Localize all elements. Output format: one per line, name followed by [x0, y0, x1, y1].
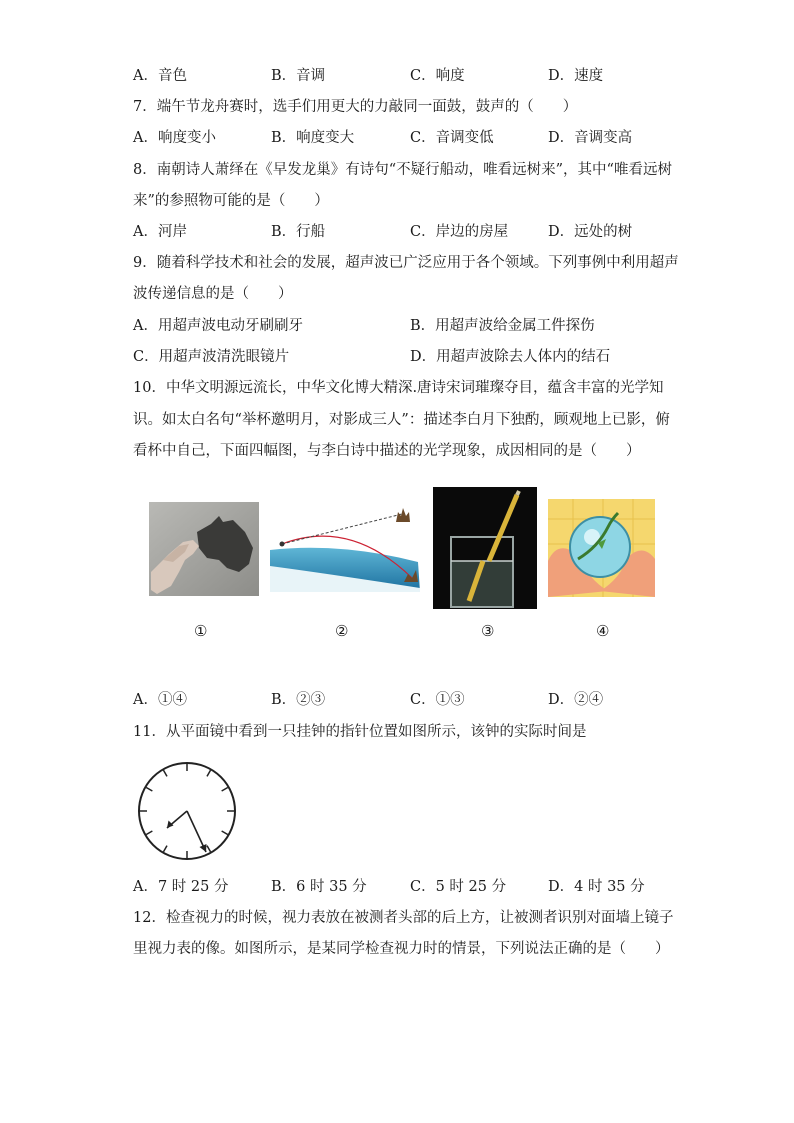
- q8-stem-line1: 8．南朝诗人萧绎在《早发龙巢》有诗句“不疑行船动，唯看远树来”，其中“唯看远树: [133, 162, 672, 178]
- q8-option-c: C．岸边的房屋: [410, 224, 509, 240]
- q10-option-a: A．①④: [133, 692, 187, 708]
- q10-option-d: D．②④: [548, 692, 604, 708]
- q8-stem-line2: 来”的参照物可能的是（ ）: [133, 193, 329, 209]
- q11-option-b: B．6 时 35 分: [271, 879, 367, 895]
- q9-option-b: B．用超声波给金属工件探伤: [410, 318, 595, 334]
- q11-stem: 11．从平面镜中看到一只挂钟的指针位置如图所示，该钟的实际时间是: [133, 724, 587, 740]
- figure-label-1: ①: [194, 622, 208, 640]
- q11-option-c: C．5 时 25 分: [410, 879, 507, 895]
- figure-pencil-in-water: [433, 487, 537, 609]
- q9-option-c: C．用超声波清洗眼镜片: [133, 349, 290, 365]
- q6-option-d: D．速度: [548, 68, 604, 84]
- figure-mirror-clock: [132, 756, 242, 866]
- q8-option-d: D．远处的树: [548, 224, 633, 240]
- q7-option-d: D．音调变高: [548, 130, 633, 146]
- q10-option-b: B．②③: [271, 692, 326, 708]
- q9-option-d: D．用超声波除去人体内的结石: [410, 349, 611, 365]
- q7-option-c: C．音调变低: [410, 130, 494, 146]
- q7-stem: 7．端午节龙舟赛时，选手们用更大的力敲同一面鼓，鼓声的（ ）: [133, 99, 578, 115]
- figure-mirage: [270, 504, 420, 592]
- q6-option-b: B．音调: [271, 68, 326, 84]
- q10-option-c: C．①③: [410, 692, 465, 708]
- figure-hand-shadow: [149, 502, 259, 596]
- q10-stem-line1: 10．中华文明源远流长，中华文化博大精深.唐诗宋词璀璨夺目，蕴含丰富的光学知: [133, 380, 664, 396]
- q11-option-a: A．7 时 25 分: [133, 879, 229, 895]
- q10-stem-line3: 看杯中自己，下面四幅图，与李白诗中描述的光学现象，成因相同的是（ ）: [133, 443, 641, 459]
- figure-label-3: ③: [481, 622, 495, 640]
- q7-option-b: B．响度变大: [271, 130, 355, 146]
- q11-option-d: D．4 时 35 分: [548, 879, 645, 895]
- q12-stem-line1: 12．检查视力的时候，视力表放在被测者头部的后上方，让被测者识别对面墙上镜子: [133, 910, 674, 926]
- q9-option-a: A．用超声波电动牙刷刷牙: [133, 318, 303, 334]
- q8-option-b: B．行船: [271, 224, 326, 240]
- figure-label-2: ②: [335, 622, 349, 640]
- q12-stem-line2: 里视力表的像。如图所示，是某同学检查视力时的情景，下列说法正确的是（ ）: [133, 941, 670, 957]
- figure-label-4: ④: [596, 622, 610, 640]
- q6-option-a: A．音色: [133, 68, 187, 84]
- q7-option-a: A．响度变小: [133, 130, 216, 146]
- q10-stem-line2: 识。如太白名句“举杯邀明月，对影成三人”：描述李白月下独酌，顾观地上已影，俯: [133, 412, 670, 428]
- q6-option-c: C．响度: [410, 68, 465, 84]
- figure-glass-sphere: [548, 499, 655, 597]
- q9-stem-line1: 9．随着科学技术和社会的发展，超声波已广泛应用于各个领域。下列事例中利用超声: [133, 255, 679, 271]
- q9-stem-line2: 波传递信息的是（ ）: [133, 286, 293, 302]
- q8-option-a: A．河岸: [133, 224, 187, 240]
